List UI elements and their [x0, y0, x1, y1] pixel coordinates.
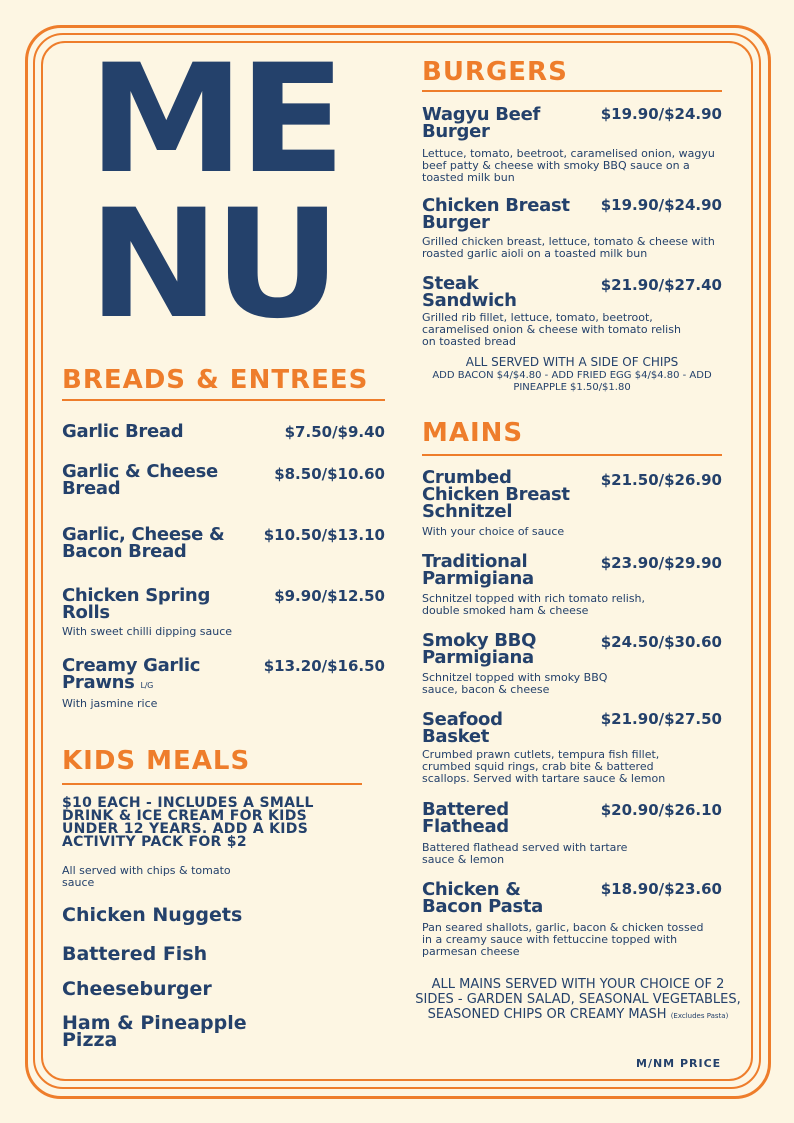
mains-heading: MAINS — [422, 418, 524, 448]
menu-item-price: $9.90/$12.50 — [274, 587, 385, 605]
menu-item-name: Traditional Parmigiana — [422, 551, 534, 589]
kids-rule — [62, 783, 362, 785]
menu-item-name: Smoky BBQ Parmigiana — [422, 630, 537, 668]
menu-item-desc: Grilled rib fillet, lettuce, tomato, beetroot, caramelised onion & cheese with tomato relish on toasted bread — [422, 311, 681, 348]
menu-item-name: Chicken Breast Burger — [422, 195, 570, 233]
menu-item-desc: Crumbed prawn cutlets, tempura fish fillet, crumbed squid rings, crab bite & battered scallops. Served with tartare sauce & lemon — [422, 748, 666, 785]
menu-item-desc: Battered flathead served with tartare sauce & lemon — [422, 841, 628, 866]
kids-heading: KIDS MEALS — [62, 746, 251, 776]
menu-item-price: $13.20/$16.50 — [263, 657, 385, 675]
menu-item-price: $19.90/$24.90 — [600, 105, 722, 123]
price-key: M/NM PRICE — [636, 1057, 722, 1070]
kids-item: Ham & Pineapple Pizza — [62, 1012, 247, 1051]
burgers-rule — [422, 90, 722, 92]
kids-info: $10 EACH - INCLUDES A SMALL DRINK & ICE CREAM FOR KIDS UNDER 12 YEARS. ADD A KIDS ACTIVITY PACK FOR $2 — [62, 795, 314, 850]
menu-item-name: Wagyu Beef Burger — [422, 104, 541, 142]
mains-note: ALL MAINS SERVED WITH YOUR CHOICE OF 2 SIDES - GARDEN SALAD, SEASONAL VEGETABLES, SEASONED CHIPS OR CREAMY MASH (Excludes Pasta) — [415, 977, 741, 1022]
menu-item-price: $10.50/$13.10 — [263, 526, 385, 544]
burgers-heading: BURGERS — [422, 57, 568, 87]
menu-item-name: Garlic Bread — [62, 421, 184, 442]
menu-item-price: $21.90/$27.50 — [600, 710, 722, 728]
menu-title-line2: NU — [88, 178, 336, 352]
kids-item: Battered Fish — [62, 943, 208, 965]
menu-item-price: $8.50/$10.60 — [274, 465, 385, 483]
menu-item-price: $19.90/$24.90 — [600, 196, 722, 214]
menu-item-price: $21.50/$26.90 — [600, 471, 722, 489]
menu-item-name: Battered Flathead — [422, 799, 509, 837]
kids-item: Chicken Nuggets — [62, 904, 243, 926]
menu-item-name: Steak Sandwich — [422, 273, 517, 311]
menu-item-desc: Grilled chicken breast, lettuce, tomato & cheese with roasted garlic aioli on a toasted milk bun — [422, 235, 715, 260]
menu-item-desc: Schnitzel topped with smoky BBQ sauce, bacon & cheese — [422, 671, 608, 696]
menu-item-name: Chicken Spring Rolls — [62, 585, 211, 623]
breads-rule — [62, 399, 385, 401]
menu-item-desc: With sweet chilli dipping sauce — [62, 625, 233, 638]
menu-title-line1: ME — [88, 33, 340, 207]
menu-item-price: $18.90/$23.60 — [600, 880, 722, 898]
breads-heading: BREADS & ENTREES — [62, 365, 369, 395]
menu-item-price: $20.90/$26.10 — [600, 801, 722, 819]
menu-item-desc: With your choice of sauce — [422, 525, 565, 538]
kids-sub: All served with chips & tomato sauce — [62, 864, 231, 889]
menu-item-price: $7.50/$9.40 — [284, 423, 385, 441]
menu-item-desc: Pan seared shallots, garlic, bacon & chicken tossed in a creamy sauce with fettuccine topped with parmesan cheese — [422, 921, 704, 958]
menu-item-desc: With jasmine rice — [62, 697, 158, 710]
menu-item-price: $24.50/$30.60 — [600, 633, 722, 651]
menu-item-name: Garlic & Cheese Bread — [62, 461, 218, 499]
menu-item-name: Creamy Garlic Prawns L/G — [62, 655, 201, 693]
menu-item-price: $21.90/$27.40 — [600, 276, 722, 294]
menu-item-name: Seafood Basket — [422, 709, 503, 747]
menu-item-desc: Schnitzel topped with rich tomato relish, double smoked ham & cheese — [422, 592, 646, 617]
burgers-note: ALL SERVED WITH A SIDE OF CHIPS — [465, 355, 679, 369]
menu-item-tag: L/G — [140, 681, 153, 690]
menu-item-name: Chicken & Bacon Pasta — [422, 879, 544, 917]
menu-item-price: $23.90/$29.90 — [600, 554, 722, 572]
menu-item-desc: Lettuce, tomato, beetroot, caramelised onion, wagyu beef patty & cheese with smoky BBQ sauce on a toasted milk bun — [422, 147, 715, 184]
kids-item: Cheeseburger — [62, 978, 212, 1000]
mains-note-small: (Excludes Pasta) — [670, 1012, 729, 1020]
menu-item-name: Garlic, Cheese & Bacon Bread — [62, 524, 225, 562]
menu-item-name: Crumbed Chicken Breast Schnitzel — [422, 467, 570, 522]
burgers-addons: ADD BACON $4/$4.80 - ADD FRIED EGG $4/$4.80 - ADD PINEAPPLE $1.50/$1.80 — [432, 370, 712, 393]
mains-rule — [422, 454, 722, 456]
